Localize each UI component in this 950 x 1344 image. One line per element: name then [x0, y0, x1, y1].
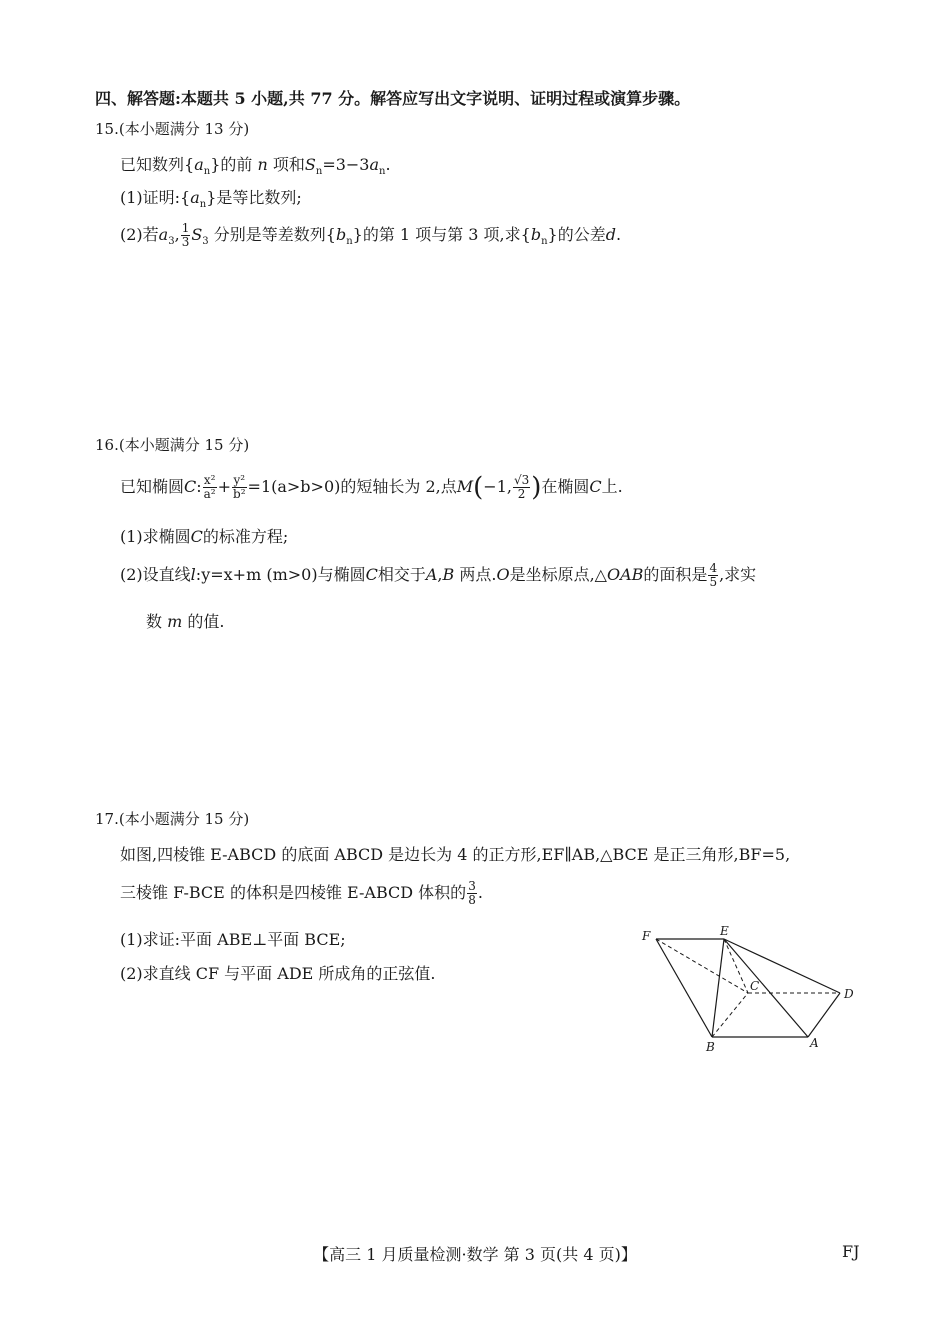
- label-E: E: [720, 925, 729, 938]
- pyramid-figure: [640, 925, 870, 1055]
- q17-part2: (2)求直线 CF 与平面 ADE 所成角的正弦值.: [120, 964, 436, 983]
- q15-part2: (2)若$a_3$, $\frac{1}{3}$ $S_3$ 分别是等差数列$\{b_n\}$的第 1 项与第 3 项,求$\{b_n\}$的公差d.: [120, 221, 622, 249]
- q16-stem: 已知椭圆C: $\frac{\text{x²}}{\text{a²}}$ + $\frac{\text{y²}}{\text{b²}}$ =1(a>b>0)的短轴长为 2,点M(−1, $\frac{√3}{2}$ )在椭圆C上.: [120, 472, 623, 503]
- page-footer: 【高三 1 月质量检测·数学 第 3 页(共 4 页)】: [313, 1245, 637, 1264]
- q17-stem1: 如图,四棱锥 E-ABCD 的底面 ABCD 是边长为 4 的正方形,EF∥AB,△BCE 是正三角形,BF=5,: [120, 845, 791, 864]
- q17-header: 17.(本小题满分 15 分): [95, 810, 250, 828]
- q16-part1: (1)求椭圆C的标准方程;: [120, 527, 289, 546]
- footer-code: FJ: [842, 1242, 860, 1261]
- q16-part2: (2)设直线l:y=x+m (m>0)与椭圆C相交于A,B 两点.O是坐标原点,△OAB的面积是 $\frac{4}{5}$ ,求实: [120, 561, 757, 589]
- section-title: 四、解答题:本题共 5 小题,共 77 分。解答应写出文字说明、证明过程或演算步骤。: [95, 89, 691, 108]
- q15-header: 15.(本小题满分 13 分): [95, 120, 250, 138]
- label-C: C: [750, 979, 760, 993]
- edge-ED: [724, 939, 840, 993]
- edge-FB: [656, 939, 712, 1037]
- label-B: B: [706, 1040, 715, 1054]
- label-D: D: [844, 987, 854, 1001]
- edge-FC: [656, 939, 748, 993]
- q17-part1: (1)求证:平面 ABE⊥平面 BCE;: [120, 930, 346, 949]
- q15-stem: 已知数列$\{a_n\}$的前 n 项和$S_n=3-3a_n$.: [120, 155, 391, 178]
- q15-part1: (1)证明$:\{a_n\}$是等比数列;: [120, 188, 302, 211]
- edge-BC: [712, 993, 748, 1037]
- label-F: F: [642, 929, 651, 943]
- edge-EB: [712, 939, 724, 1037]
- q17-stem2: 三棱锥 F-BCE 的体积是四棱锥 E-ABCD 体积的 $\frac{3}{8}$ .: [120, 879, 483, 907]
- edge-EC: [724, 939, 748, 993]
- edge-EA: [724, 939, 808, 1037]
- label-A: A: [810, 1036, 819, 1050]
- q16-header: 16.(本小题满分 15 分): [95, 436, 250, 454]
- q16-part2-cont: 数 m 的值.: [146, 612, 225, 631]
- edge-AD: [808, 993, 840, 1037]
